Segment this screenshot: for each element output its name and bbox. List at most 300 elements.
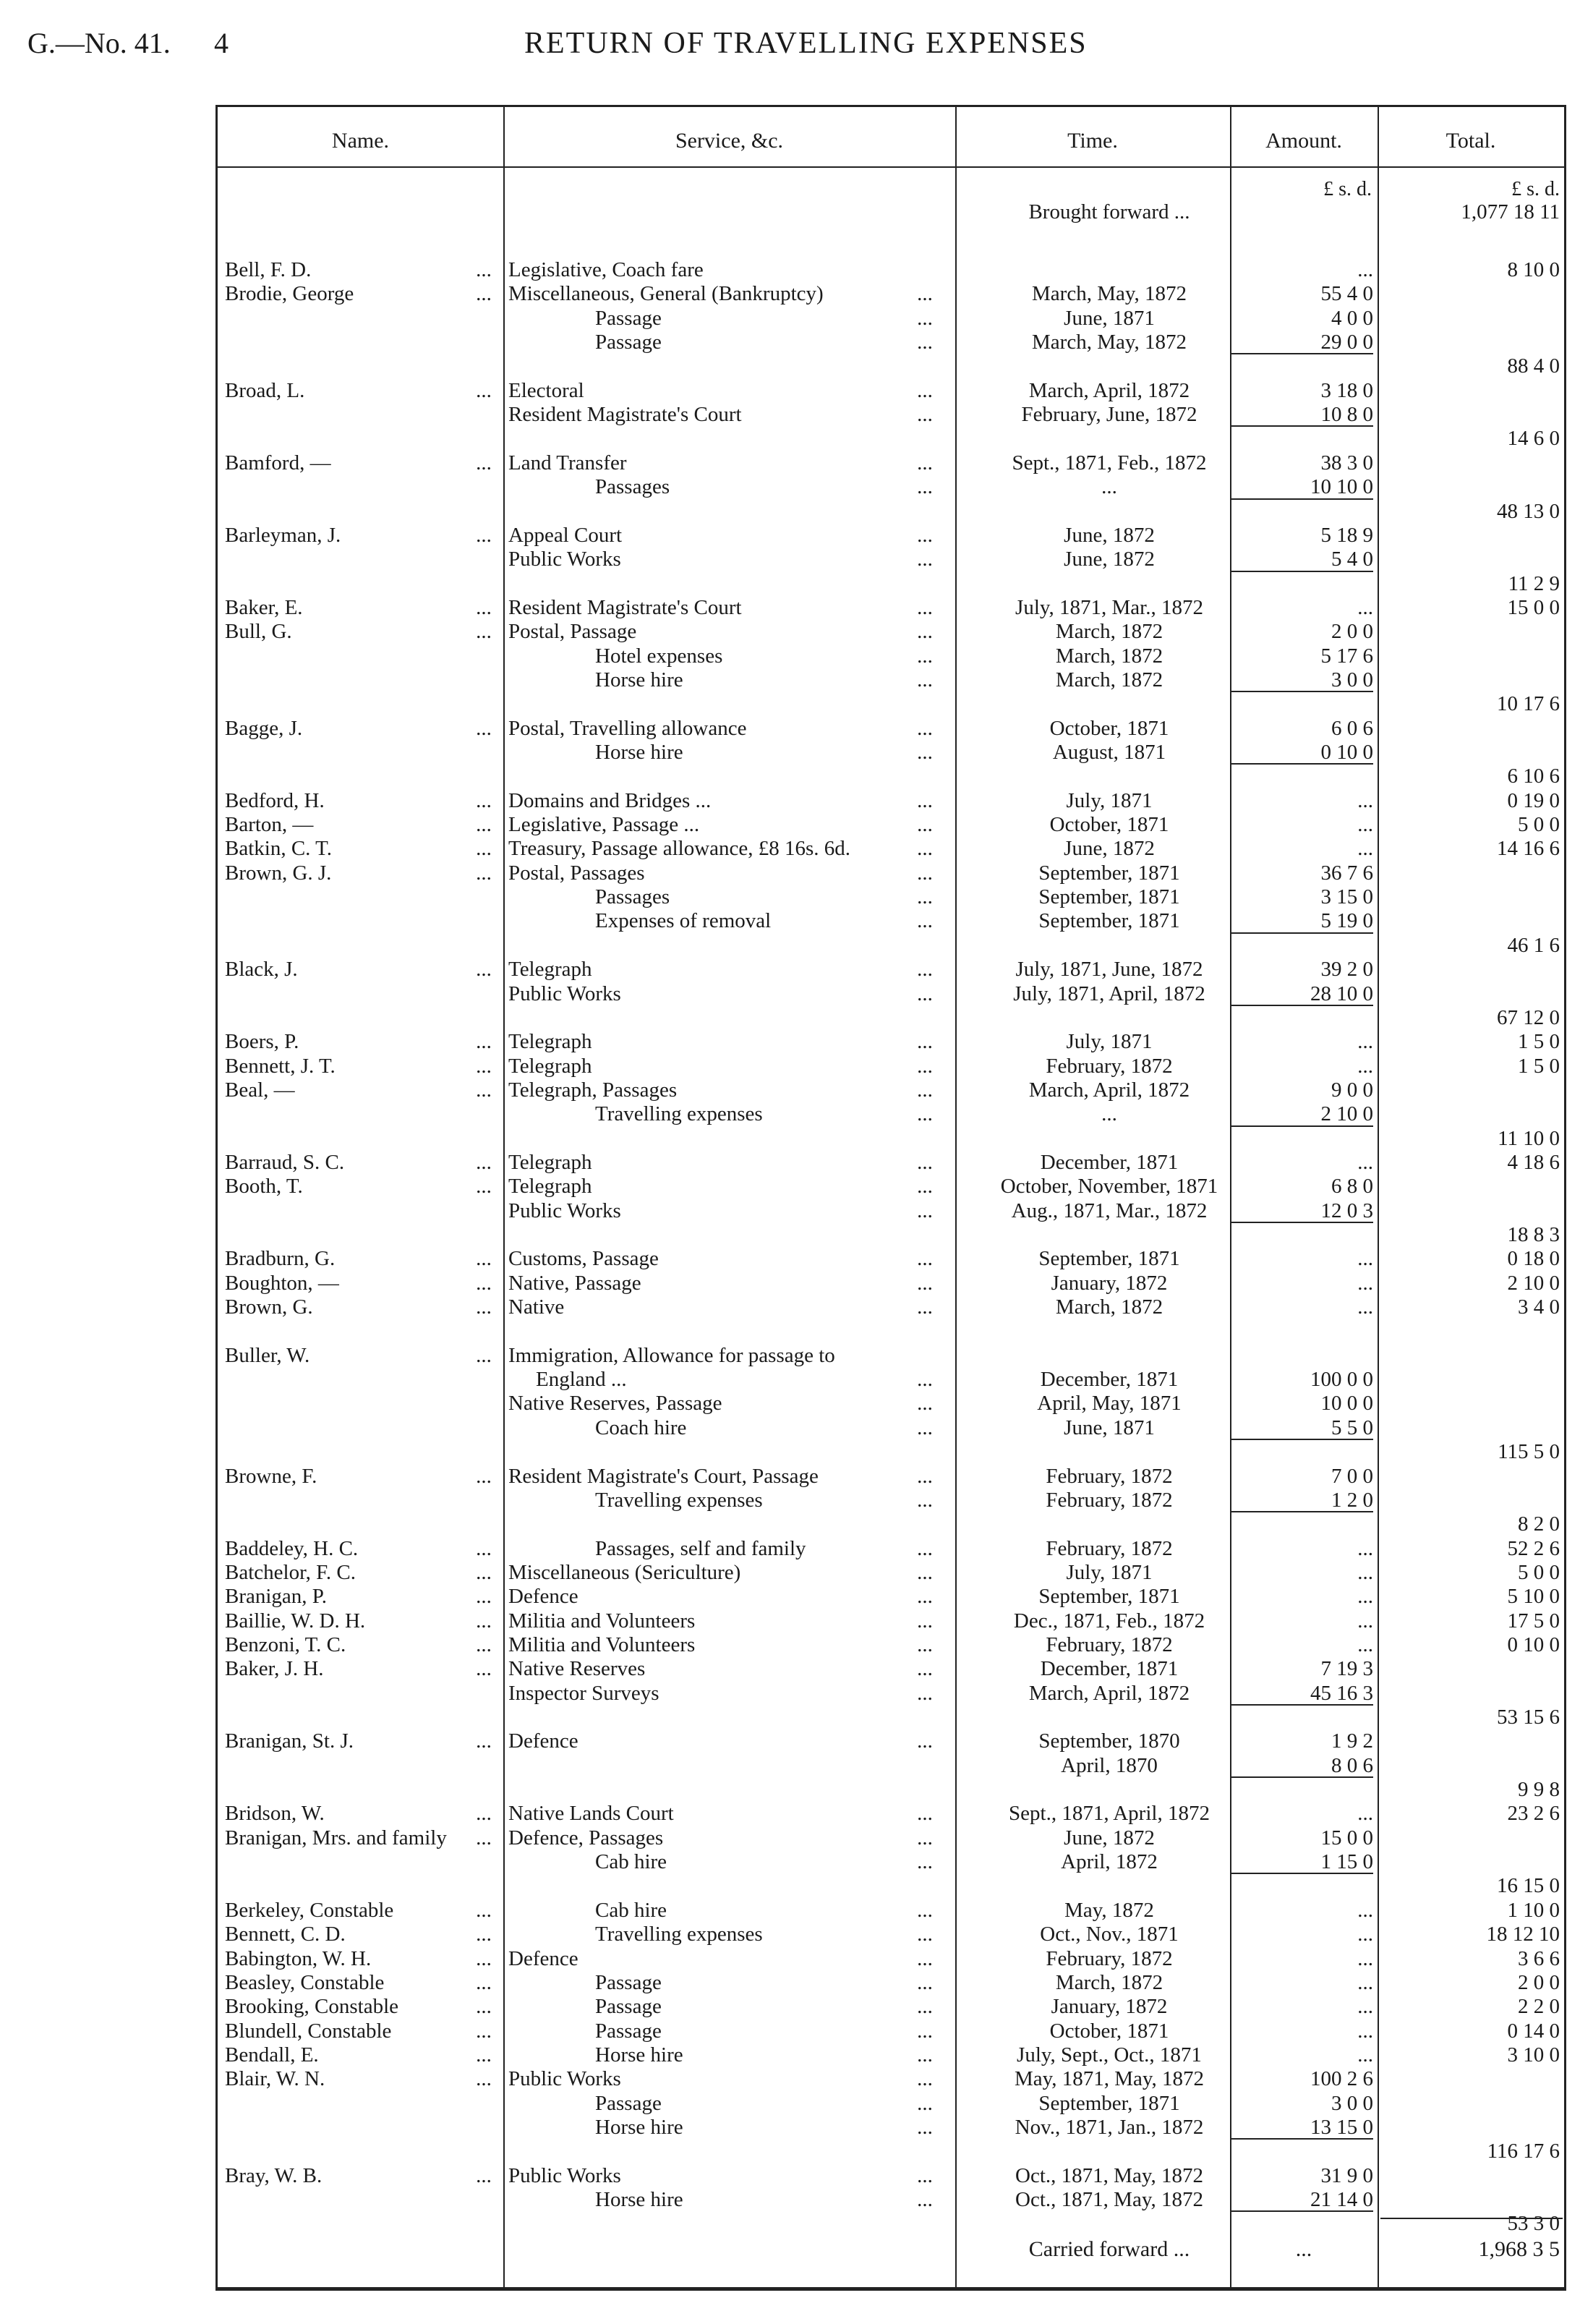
row-name bbox=[225, 1005, 536, 1030]
row-total: 88 4 0 bbox=[1507, 354, 1560, 378]
row-name: Bradburn, G. bbox=[225, 1247, 336, 1271]
leader-dots: ... bbox=[917, 2091, 933, 2115]
row-total bbox=[1379, 2163, 1560, 2188]
row-total bbox=[1379, 1656, 1560, 1681]
row-amount: 21 14 0 bbox=[1310, 2188, 1373, 2211]
row-service bbox=[508, 1222, 942, 1247]
leader-dots: ... bbox=[917, 451, 933, 474]
row-name bbox=[225, 1416, 536, 1440]
row-amount: ... bbox=[1357, 1633, 1373, 1656]
row-amount: ... bbox=[1357, 1898, 1373, 1922]
leader-dots: ... bbox=[476, 1247, 492, 1271]
row-service: Defence bbox=[508, 1946, 578, 1970]
leader-dots: ... bbox=[476, 2043, 492, 2067]
row-name: Barraud, S. C. bbox=[225, 1150, 345, 1174]
row-amount: ... bbox=[1357, 1150, 1373, 1174]
row-total: 5 0 0 bbox=[1518, 1560, 1560, 1584]
row-amount bbox=[1234, 933, 1373, 958]
row-service bbox=[508, 1439, 942, 1464]
leader-dots: ... bbox=[917, 716, 933, 740]
leader-dots: ... bbox=[476, 378, 492, 402]
row-service: Legislative, Passage ... bbox=[508, 813, 700, 837]
row-name: Bennett, C. D. bbox=[225, 1923, 346, 1946]
row-amount: 2 10 0 bbox=[1320, 1102, 1373, 1126]
row-name: Bull, G. bbox=[225, 620, 292, 644]
row-time bbox=[978, 1873, 1240, 1898]
row-name: Beasley, Constable bbox=[225, 1970, 385, 1994]
row-name bbox=[225, 1102, 536, 1126]
row-service: Defence bbox=[508, 1729, 578, 1753]
row-amount: 100 0 0 bbox=[1310, 1368, 1373, 1392]
leader-dots: ... bbox=[917, 1488, 933, 1512]
row-total bbox=[1379, 330, 1560, 354]
row-time: July, 1871 bbox=[1066, 1560, 1153, 1584]
row-time: October, 1871 bbox=[1049, 716, 1169, 740]
row-total bbox=[1379, 1488, 1560, 1512]
column-header-total: Total. bbox=[1446, 129, 1496, 153]
leader-dots: ... bbox=[917, 378, 933, 402]
row-name: Black, J. bbox=[225, 958, 298, 982]
leader-dots: ... bbox=[917, 741, 933, 764]
row-time: June, 1871 bbox=[1064, 1416, 1155, 1439]
row-amount: ... bbox=[1357, 837, 1373, 861]
row-amount: ... bbox=[1357, 1536, 1373, 1560]
row-name bbox=[225, 1199, 536, 1223]
leader-dots: ... bbox=[917, 909, 933, 933]
row-time bbox=[978, 1439, 1240, 1464]
row-time: December, 1871 bbox=[1040, 1657, 1179, 1681]
row-service: Defence, Passages bbox=[508, 1826, 664, 1850]
row-service: Militia and Volunteers bbox=[508, 1633, 696, 1656]
row-amount: 39 2 0 bbox=[1320, 958, 1373, 982]
row-name bbox=[225, 1873, 536, 1898]
row-service bbox=[508, 691, 942, 716]
row-name: Bell, F. D. bbox=[225, 258, 312, 281]
row-time bbox=[978, 1005, 1240, 1030]
row-amount: 12 0 3 bbox=[1320, 1199, 1373, 1222]
row-total: 15 0 0 bbox=[1507, 595, 1560, 619]
row-total bbox=[1379, 547, 1560, 571]
row-time bbox=[978, 1222, 1240, 1247]
row-name bbox=[225, 668, 536, 692]
leader-dots: ... bbox=[476, 1078, 492, 1102]
row-service: Resident Magistrate's Court bbox=[508, 403, 742, 427]
row-service: Defence bbox=[508, 1585, 578, 1609]
row-service: Travelling expenses bbox=[595, 1102, 763, 1126]
row-time: July, 1871, Mar., 1872 bbox=[1015, 595, 1203, 619]
row-name: Buller, W. bbox=[225, 1343, 310, 1367]
row-amount: 45 16 3 bbox=[1310, 1681, 1373, 1705]
row-time bbox=[978, 499, 1240, 524]
row-amount bbox=[1234, 1005, 1373, 1030]
row-service: Passages bbox=[595, 885, 670, 909]
row-amount: 28 10 0 bbox=[1310, 982, 1373, 1005]
row-name bbox=[225, 740, 536, 765]
row-time: Oct., 1871, May, 1872 bbox=[1015, 2163, 1203, 2187]
row-total bbox=[1379, 378, 1560, 403]
row-service: Telegraph bbox=[508, 1150, 592, 1174]
column-divider bbox=[955, 107, 957, 2287]
leader-dots: ... bbox=[917, 1681, 933, 1705]
row-amount: 0 10 0 bbox=[1320, 741, 1373, 764]
row-time: ... bbox=[1101, 1102, 1117, 1126]
row-time: June, 1872 bbox=[1064, 1826, 1155, 1850]
row-total: 8 2 0 bbox=[1518, 1512, 1560, 1536]
row-service: Native, Passage bbox=[508, 1271, 641, 1295]
leader-dots: ... bbox=[476, 1150, 492, 1174]
leader-dots: ... bbox=[476, 1585, 492, 1609]
row-name: Barleyman, J. bbox=[225, 523, 341, 547]
row-name: Babington, W. H. bbox=[225, 1946, 372, 1970]
row-time bbox=[978, 764, 1240, 788]
column-header-name: Name. bbox=[331, 129, 390, 153]
row-service: Passage bbox=[595, 2019, 662, 2043]
row-name: Branigan, P. bbox=[225, 1585, 327, 1609]
row-time: February, June, 1872 bbox=[1021, 403, 1197, 427]
row-total: 53 15 6 bbox=[1497, 1706, 1560, 1729]
row-amount: 10 10 0 bbox=[1310, 475, 1373, 499]
row-time: June, 1872 bbox=[1064, 523, 1155, 547]
row-time bbox=[978, 2139, 1240, 2163]
page-header bbox=[0, 0, 1580, 94]
leader-dots: ... bbox=[476, 1536, 492, 1560]
row-time: January, 1872 bbox=[1051, 1995, 1168, 2019]
leader-dots: ... bbox=[917, 403, 933, 427]
leader-dots: ... bbox=[917, 331, 933, 354]
row-amount: 5 19 0 bbox=[1320, 909, 1373, 933]
row-total bbox=[1379, 1102, 1560, 1126]
row-name: Berkeley, Constable bbox=[225, 1898, 394, 1922]
row-amount: 5 17 6 bbox=[1320, 644, 1373, 668]
row-total: 2 10 0 bbox=[1507, 1271, 1560, 1295]
row-service: Miscellaneous (Sericulture) bbox=[508, 1560, 741, 1584]
row-name: Brown, G. J. bbox=[225, 861, 332, 885]
row-amount: 9 0 0 bbox=[1331, 1078, 1373, 1102]
row-amount: 38 3 0 bbox=[1320, 451, 1373, 474]
row-time: June, 1872 bbox=[1064, 837, 1155, 861]
row-name: Blundell, Constable bbox=[225, 2019, 392, 2043]
row-name bbox=[225, 1439, 536, 1464]
leader-dots: ... bbox=[917, 861, 933, 885]
row-name: Batkin, C. T. bbox=[225, 837, 332, 861]
row-time: February, 1872 bbox=[1046, 1488, 1173, 1512]
row-name bbox=[225, 982, 536, 1006]
row-name: Browne, F. bbox=[225, 1464, 317, 1488]
row-amount: 6 8 0 bbox=[1331, 1175, 1373, 1199]
row-total bbox=[1379, 1199, 1560, 1223]
row-name: Barton, — bbox=[225, 813, 314, 837]
leader-dots: ... bbox=[917, 1247, 933, 1271]
row-time: September, 1871 bbox=[1038, 885, 1180, 909]
row-name bbox=[225, 2187, 536, 2212]
leader-dots: ... bbox=[476, 788, 492, 812]
row-total: 18 12 10 bbox=[1486, 1923, 1560, 1946]
row-time: July, 1871, April, 1872 bbox=[1013, 982, 1205, 1005]
leader-dots: ... bbox=[476, 1030, 492, 1054]
leader-dots: ... bbox=[917, 885, 933, 909]
row-service: Public Works bbox=[508, 2067, 621, 2091]
row-service: Cab hire bbox=[595, 1898, 667, 1922]
row-service bbox=[508, 2211, 942, 2236]
row-total bbox=[1379, 1729, 1560, 1753]
leader-dots: ... bbox=[917, 2115, 933, 2139]
row-amount: 55 4 0 bbox=[1320, 282, 1373, 306]
row-amount: 3 15 0 bbox=[1320, 885, 1373, 909]
row-name bbox=[225, 1319, 536, 1343]
row-total bbox=[1379, 451, 1560, 475]
row-time: August, 1871 bbox=[1052, 741, 1166, 764]
row-time: January, 1872 bbox=[1051, 1271, 1168, 1295]
row-total: 16 15 0 bbox=[1497, 1874, 1560, 1898]
row-name bbox=[225, 1850, 536, 1874]
leader-dots: ... bbox=[917, 1923, 933, 1946]
row-total bbox=[1379, 306, 1560, 331]
row-service bbox=[508, 426, 942, 451]
row-name bbox=[225, 644, 536, 668]
row-amount: ... bbox=[1357, 1271, 1373, 1295]
leader-dots: ... bbox=[917, 282, 933, 306]
row-amount: 10 0 0 bbox=[1320, 1392, 1373, 1416]
row-service: Horse hire bbox=[595, 2043, 683, 2067]
row-total bbox=[1379, 716, 1560, 741]
row-amount bbox=[1234, 1512, 1373, 1536]
row-amount: ... bbox=[1357, 258, 1373, 281]
row-time: March, 1872 bbox=[1055, 668, 1163, 691]
row-amount: 5 4 0 bbox=[1331, 548, 1373, 571]
leader-dots: ... bbox=[476, 523, 492, 547]
row-total: 3 10 0 bbox=[1507, 2043, 1560, 2067]
row-amount: 3 0 0 bbox=[1331, 668, 1373, 691]
row-time bbox=[978, 933, 1240, 958]
row-total: 14 6 0 bbox=[1507, 427, 1560, 451]
row-service: Postal, Travelling allowance bbox=[508, 716, 747, 740]
row-total bbox=[1379, 1367, 1560, 1392]
row-total bbox=[1379, 2067, 1560, 2091]
row-total bbox=[1379, 402, 1560, 427]
leader-dots: ... bbox=[476, 958, 492, 982]
row-service: Native Reserves, Passage bbox=[508, 1392, 722, 1416]
row-service bbox=[508, 1512, 942, 1536]
row-name bbox=[225, 402, 536, 427]
row-service: Passages bbox=[595, 475, 670, 499]
leader-dots: ... bbox=[917, 813, 933, 837]
row-amount bbox=[1234, 691, 1373, 716]
row-name bbox=[225, 1126, 536, 1151]
row-total: 116 17 6 bbox=[1487, 2140, 1560, 2163]
brought-forward-label: Brought forward ... bbox=[1028, 200, 1190, 224]
row-time bbox=[978, 426, 1240, 451]
row-total: 4 18 6 bbox=[1507, 1150, 1560, 1174]
row-total bbox=[1379, 668, 1560, 692]
row-service: Coach hire bbox=[595, 1416, 687, 1439]
leader-dots: ... bbox=[917, 523, 933, 547]
leader-dots: ... bbox=[476, 595, 492, 619]
row-name bbox=[225, 547, 536, 571]
row-time: September, 1871 bbox=[1038, 2091, 1180, 2115]
row-total bbox=[1379, 957, 1560, 982]
leader-dots: ... bbox=[917, 1054, 933, 1078]
row-service: Horse hire bbox=[595, 2188, 683, 2211]
row-time: December, 1871 bbox=[1040, 1150, 1179, 1174]
row-amount bbox=[1234, 1319, 1373, 1343]
row-service: Customs, Passage bbox=[508, 1247, 659, 1271]
leader-dots: ... bbox=[917, 1633, 933, 1656]
row-amount: ... bbox=[1357, 2043, 1373, 2067]
row-time: Nov., 1871, Jan., 1872 bbox=[1015, 2115, 1204, 2139]
leader-dots: ... bbox=[917, 1585, 933, 1609]
row-time: February, 1872 bbox=[1046, 1054, 1173, 1078]
leader-dots: ... bbox=[476, 282, 492, 306]
row-service bbox=[508, 354, 942, 378]
row-time: September, 1871 bbox=[1038, 861, 1180, 885]
leader-dots: ... bbox=[917, 1657, 933, 1681]
row-total bbox=[1379, 644, 1560, 668]
leader-dots: ... bbox=[917, 1368, 933, 1392]
row-service bbox=[508, 499, 942, 524]
row-name bbox=[225, 2139, 536, 2163]
leader-dots: ... bbox=[917, 1464, 933, 1488]
leader-dots: ... bbox=[917, 548, 933, 571]
row-amount: 36 7 6 bbox=[1320, 861, 1373, 885]
row-total bbox=[1379, 908, 1560, 933]
row-amount bbox=[1234, 1873, 1373, 1898]
row-total bbox=[1379, 1753, 1560, 1778]
row-name: Baillie, W. D. H. bbox=[225, 1609, 366, 1633]
row-service bbox=[508, 764, 942, 788]
row-total: 0 10 0 bbox=[1507, 1633, 1560, 1656]
leader-dots: ... bbox=[917, 668, 933, 691]
row-amount: ... bbox=[1357, 1585, 1373, 1609]
row-name: Brodie, George bbox=[225, 282, 354, 306]
row-total: 1 10 0 bbox=[1507, 1898, 1560, 1922]
row-amount: ... bbox=[1357, 1054, 1373, 1078]
row-name: Baddeley, H. C. bbox=[225, 1536, 359, 1560]
row-name bbox=[225, 691, 536, 716]
row-amount bbox=[1234, 1222, 1373, 1247]
row-time bbox=[978, 257, 1240, 282]
header-rule bbox=[218, 166, 1564, 168]
leader-dots: ... bbox=[476, 620, 492, 644]
row-time bbox=[978, 1319, 1240, 1343]
row-service: Resident Magistrate's Court, Passage bbox=[508, 1464, 819, 1488]
row-total bbox=[1379, 1416, 1560, 1440]
row-amount bbox=[1234, 354, 1373, 378]
leader-dots: ... bbox=[476, 1995, 492, 2019]
row-amount: 31 9 0 bbox=[1320, 2163, 1373, 2187]
row-service: Telegraph bbox=[508, 958, 592, 982]
row-service: Passages, self and family bbox=[595, 1536, 806, 1560]
leader-dots: ... bbox=[476, 837, 492, 861]
row-total bbox=[1379, 1319, 1560, 1343]
row-time bbox=[978, 1777, 1240, 1802]
leader-dots: ... bbox=[917, 1199, 933, 1222]
leader-dots: ... bbox=[917, 982, 933, 1005]
row-name bbox=[225, 1777, 536, 1802]
row-name bbox=[225, 908, 536, 933]
row-service bbox=[508, 2139, 942, 2163]
leader-dots: ... bbox=[476, 1343, 492, 1367]
row-amount: ... bbox=[1357, 1995, 1373, 2019]
leader-dots: ... bbox=[917, 1030, 933, 1054]
row-name: Baker, J. H. bbox=[225, 1657, 324, 1681]
row-time: September, 1871 bbox=[1038, 1247, 1180, 1271]
row-time: March, May, 1872 bbox=[1032, 331, 1187, 354]
leader-dots: ... bbox=[476, 861, 492, 885]
row-time: October, 1871 bbox=[1049, 2019, 1169, 2043]
row-amount: 13 15 0 bbox=[1310, 2115, 1373, 2139]
row-name bbox=[225, 1222, 536, 1247]
row-total: 23 2 6 bbox=[1507, 1802, 1560, 1826]
leader-dots: ... bbox=[917, 644, 933, 668]
row-service bbox=[508, 571, 942, 596]
row-amount bbox=[1234, 764, 1373, 788]
row-total bbox=[1379, 740, 1560, 765]
row-amount bbox=[1234, 1777, 1373, 1802]
column-header-time: Time. bbox=[1067, 129, 1118, 153]
leader-dots: ... bbox=[476, 716, 492, 740]
row-time bbox=[978, 571, 1240, 596]
row-amount: 3 18 0 bbox=[1320, 378, 1373, 402]
column-header-service: Service, &c. bbox=[675, 129, 784, 153]
row-time bbox=[978, 1343, 1240, 1368]
leader-dots: ... bbox=[917, 1609, 933, 1633]
carried-forward-amount: ... bbox=[1295, 2237, 1312, 2261]
row-total: 9 9 8 bbox=[1518, 1778, 1560, 1802]
row-name: Bridson, W. bbox=[225, 1802, 325, 1826]
row-name bbox=[225, 2211, 536, 2236]
row-amount: 5 5 0 bbox=[1331, 1416, 1373, 1439]
row-time: Dec., 1871, Feb., 1872 bbox=[1013, 1609, 1205, 1633]
row-time: October, November, 1871 bbox=[1000, 1175, 1218, 1199]
row-total: 0 19 0 bbox=[1507, 788, 1560, 812]
row-service: Native Reserves bbox=[508, 1657, 646, 1681]
carried-forward-label: Carried forward ... bbox=[1028, 2237, 1190, 2261]
leader-dots: ... bbox=[917, 1295, 933, 1319]
total-rule bbox=[1380, 2218, 1563, 2219]
row-total: 3 4 0 bbox=[1518, 1295, 1560, 1319]
leader-dots: ... bbox=[917, 958, 933, 982]
row-total: 115 5 0 bbox=[1498, 1440, 1560, 1464]
row-time: September, 1871 bbox=[1038, 1585, 1180, 1609]
row-name: Branigan, Mrs. and family bbox=[225, 1826, 447, 1850]
row-name: Bedford, H. bbox=[225, 788, 325, 812]
row-total bbox=[1379, 1174, 1560, 1199]
row-name: Blair, W. N. bbox=[225, 2067, 325, 2091]
row-total bbox=[1379, 1681, 1560, 1706]
row-total: 10 17 6 bbox=[1497, 692, 1560, 716]
row-name: Bamford, — bbox=[225, 451, 331, 474]
row-total: 5 10 0 bbox=[1507, 1585, 1560, 1609]
leader-dots: ... bbox=[476, 1560, 492, 1584]
row-time bbox=[978, 1126, 1240, 1151]
row-name bbox=[225, 1488, 536, 1512]
row-amount bbox=[1234, 426, 1373, 451]
row-amount: ... bbox=[1357, 1295, 1373, 1319]
row-total bbox=[1379, 1826, 1560, 1850]
leader-dots: ... bbox=[917, 1850, 933, 1874]
row-name: Bray, W. B. bbox=[225, 2163, 323, 2187]
row-time: June, 1871 bbox=[1064, 306, 1155, 330]
row-time: October, 1871 bbox=[1049, 813, 1169, 837]
row-total bbox=[1379, 2187, 1560, 2212]
row-amount: ... bbox=[1357, 813, 1373, 837]
row-service: Inspector Surveys bbox=[508, 1681, 659, 1705]
row-time bbox=[978, 1512, 1240, 1536]
leader-dots: ... bbox=[476, 1729, 492, 1753]
row-name: Boers, P. bbox=[225, 1030, 299, 1054]
row-name bbox=[225, 571, 536, 596]
row-service: Public Works bbox=[508, 2163, 621, 2187]
